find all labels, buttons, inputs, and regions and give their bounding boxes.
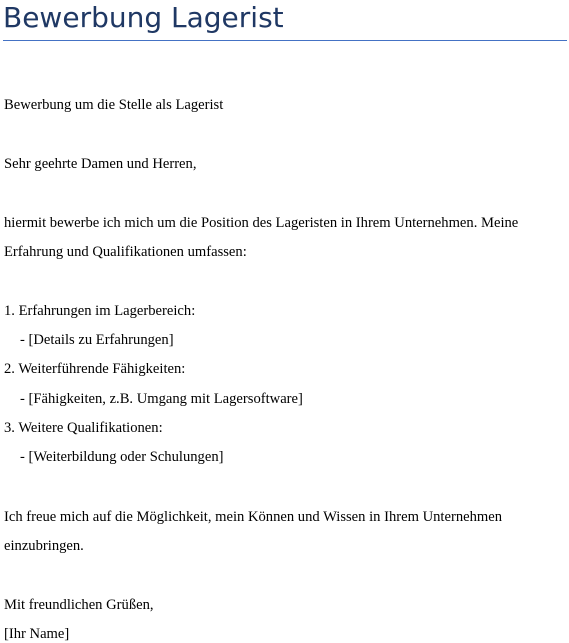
list-item-detail: - [Weiterbildung oder Schulungen] — [20, 449, 224, 465]
name-placeholder: [Ihr Name] — [4, 626, 70, 642]
document-title: Bewerbung Lagerist — [3, 1, 284, 34]
title-underline — [3, 40, 567, 41]
signoff: Mit freundlichen Grüßen, — [4, 597, 154, 613]
salutation: Sehr geehrte Damen und Herren, — [4, 156, 197, 172]
list-item-detail: - [Details zu Erfahrungen] — [20, 332, 174, 348]
closing-line-1: Ich freue mich auf die Möglichkeit, mein Können und Wissen in Ihrem Unternehmen — [4, 509, 503, 525]
list-item-detail: - [Fähigkeiten, z.B. Umgang mit Lagersoftware] — [20, 391, 303, 407]
list-item-heading: 2. Weiterführende Fähigkeiten: — [4, 361, 186, 377]
list-item-heading: 1. Erfahrungen im Lagerbereich: — [4, 303, 196, 319]
closing-line-2: einzubringen. — [4, 538, 84, 554]
intro-line-1: hiermit bewerbe ich mich um die Position des Lageristen in Ihrem Unternehmen. Meine — [4, 215, 519, 231]
subject-line: Bewerbung um die Stelle als Lagerist — [4, 97, 224, 113]
list-item-heading: 3. Weitere Qualifikationen: — [4, 420, 163, 436]
intro-line-2: Erfahrung und Qualifikationen umfassen: — [4, 244, 247, 260]
